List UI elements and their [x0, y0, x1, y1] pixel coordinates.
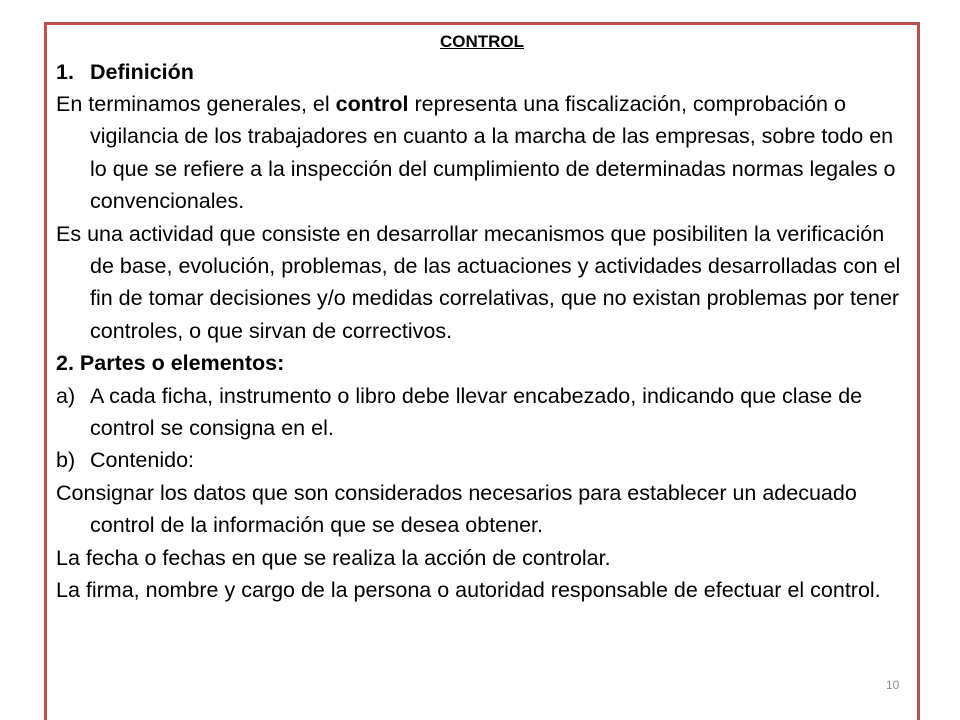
paragraph-fecha: La fecha o fechas en que se realiza la acción de controlar.	[56, 545, 611, 570]
section-heading-partes: 2. Partes o elementos:	[56, 351, 285, 376]
list-marker: a)	[56, 383, 76, 408]
paragraph-definition-rest: representa una fiscalización, comprobación o vigilancia de los trabajadores en cuanto a la marcha de las empresas, sobre todo en lo que se refiere a la inspección del cumplimiento de determinadas normas legales o convencionales.	[90, 92, 896, 214]
paragraph-activity: Es una actividad que consiste en desarrollar mecanismos que posibiliten la verificación de base, evolución, problemas, de las actuaciones y actividades desarrolladas con el fin de tomar decisiones y/o medidas correlativas, que no existan problemas por tener controles, o que sirvan de correctivos.	[56, 221, 901, 343]
list-item-text: A cada ficha, instrumento o libro debe llevar encabezado, indicando que clase de control se consigna en el.	[90, 383, 863, 441]
list-item-text: Contenido:	[90, 448, 194, 473]
list-item-b	[56, 444, 908, 476]
page-number: 10	[886, 678, 900, 692]
paragraph-firma: La firma, nombre y cargo de la persona o autoridad responsable de efectuar el control.	[56, 578, 881, 603]
paragraph-consignar: Consignar los datos que son considerados necesarios para establecer un adecuado control de la información que se desea obtener.	[56, 480, 857, 538]
bold-term-control: control	[335, 92, 409, 116]
list-marker: b)	[56, 448, 76, 473]
section-heading-definicion	[56, 56, 908, 88]
paragraph-definition	[56, 88, 908, 218]
list-item-a	[56, 380, 908, 445]
section-number: 1.	[56, 60, 74, 84]
paragraph-definition-start: En terminamos generales, el	[56, 92, 336, 116]
slide-content	[56, 28, 908, 607]
slide-title: CONTROL	[439, 32, 525, 51]
section-label: Definición	[90, 60, 194, 84]
